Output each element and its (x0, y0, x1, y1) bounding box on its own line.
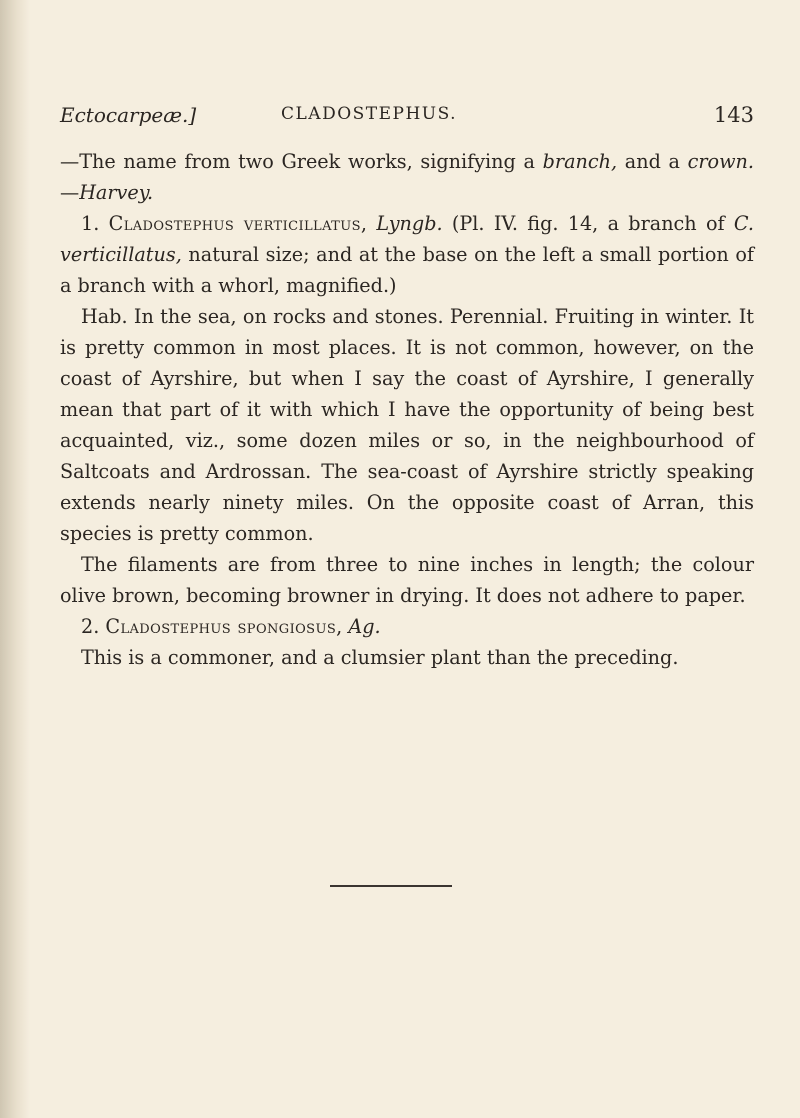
separator: , (336, 615, 349, 638)
section-title: Ectocarpeæ.] (60, 103, 197, 127)
species-2-heading (60, 611, 754, 642)
separator: , (360, 212, 377, 235)
page-title: CLADOSTEPHUS. (281, 104, 458, 124)
etymology-text: —The name from two Greek works, signifying a (60, 150, 543, 173)
species-1-name: Cladostephus verticillatus (108, 212, 361, 235)
page-body (60, 146, 754, 673)
etymology-paragraph (60, 146, 754, 208)
plate-note: (Pl. IV. fig. 14, a branch of (442, 212, 734, 235)
etymology-word-branch: branch, (542, 150, 618, 173)
plate-note: natural size; and at the base on the left a small portion of a branch with a whorl, magnified.) (60, 243, 754, 297)
running-header (60, 103, 754, 133)
species-2-number: 2. (81, 615, 106, 638)
species-1-heading (60, 208, 754, 301)
plate-note-species: C. verticillatus, (60, 212, 755, 266)
section-end-rule (330, 885, 452, 887)
binding-gutter (0, 0, 30, 1118)
page-number: 143 (713, 103, 754, 127)
species-1-habitat: Hab. In the sea, on rocks and stones. Perennial. Fruiting in winter. It is pretty common in most places. It is not common, however, on the coast of Ayrshire, but when I say the coast of Ayrshire, I generally mean that part of it with which I have the opportunity of being best acquainted, viz., some dozen miles or so, in the neighbourhood of Saltcoats and Ardrossan. The sea-coast of Ayrshire strictly speaking extends nearly ninety miles. On the opposite coast of Arran, this species is pretty common. (60, 305, 754, 545)
etymology-source: Harvey. (79, 181, 154, 204)
species-1-authority: Lyngb. (376, 212, 443, 235)
species-2-description: This is a commoner, and a clumsier plant than the preceding. (81, 646, 679, 669)
species-1-description: The filaments are from three to nine inches in length; the colour olive brown, becoming browner in drying. It does not adhere to paper. (60, 553, 754, 607)
species-2-name: Cladostephus spongiosus (105, 615, 337, 638)
species-1-number: 1. (81, 212, 109, 235)
etymology-text: and a (617, 150, 688, 173)
species-2-authority: Ag. (348, 615, 381, 638)
etymology-word-crown: crown. (687, 150, 754, 173)
etymology-dash: — (60, 181, 80, 204)
